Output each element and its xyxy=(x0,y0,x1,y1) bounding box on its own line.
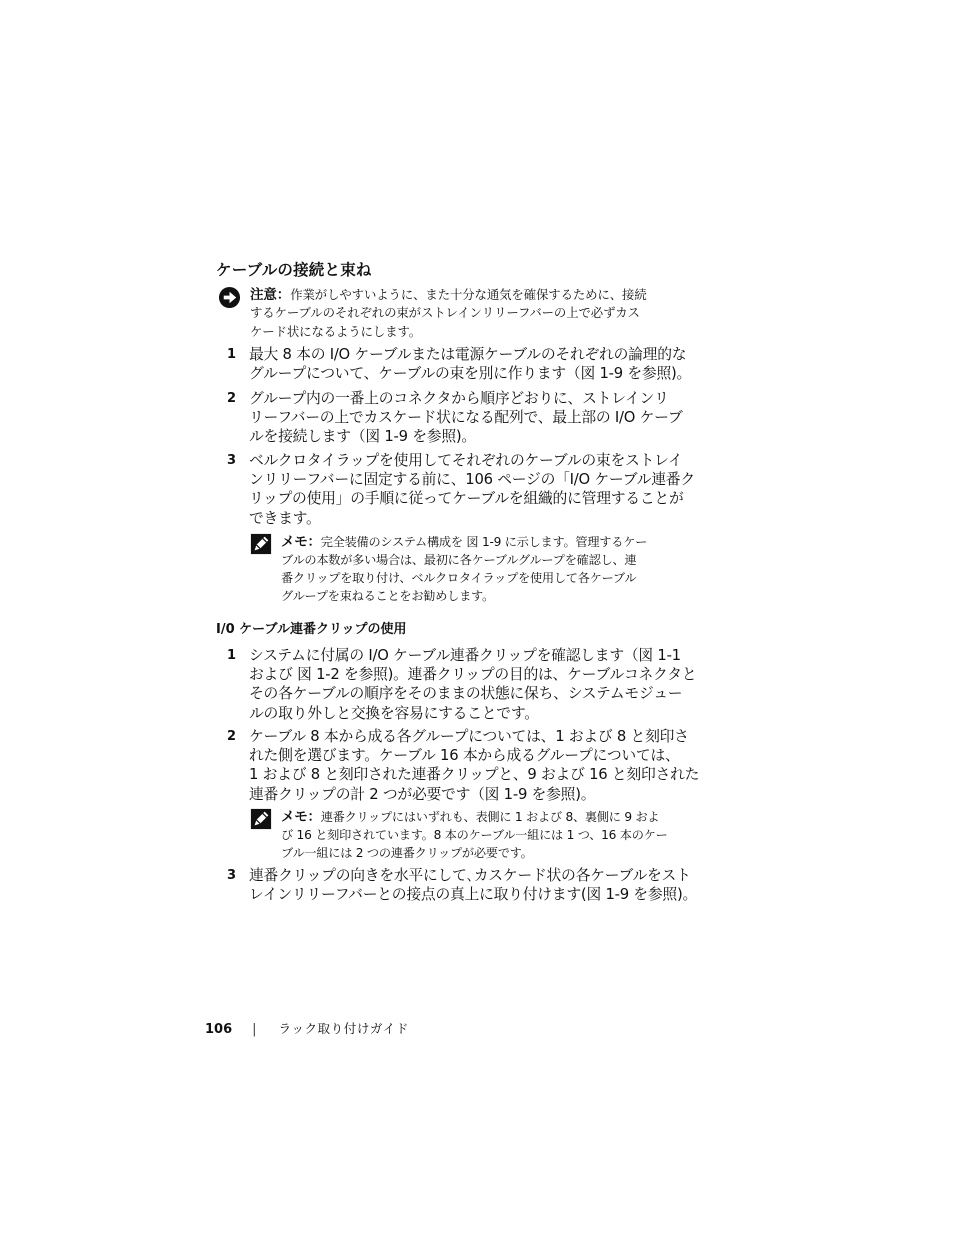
memo-text: グループを束ねることをお勧めします。 xyxy=(281,589,494,603)
memo-text: 番クリップを取り付け、ベルクロタイラップを使用して各ケーブル xyxy=(281,571,637,585)
step-text: 連番クリップの計 2 つが必要です（図 1-9 を参照)。 xyxy=(249,785,596,803)
subsection-title: I/0 ケーブル連番クリップの使用 xyxy=(216,622,407,637)
step-text: グループについて、ケーブルの束を別に作ります（図 1-9 を参照)。 xyxy=(249,365,692,383)
footer-separator: | xyxy=(252,1022,257,1037)
step-text: 最大 8 本の I/O ケーブルまたは電源ケーブルのそれぞれの論理的な xyxy=(249,346,687,363)
note-pencil-icon xyxy=(250,808,272,830)
step-text: および 図 1-2 を参照)。連番クリップの目的は、ケーブルコネクタと xyxy=(249,666,697,684)
step-text: レインリリーフバーとの接点の真上に取り付けます(図 1-9 を参照)。 xyxy=(249,886,698,904)
page-footer xyxy=(205,1019,409,1040)
memo-text: 完全装備のシステム構成を 図 1-9 に示します。管理するケー xyxy=(320,535,648,549)
caution-text: 作業がしやすいように、また十分な通気を確保するために、接続 xyxy=(290,287,647,302)
memo-label: メモ： xyxy=(281,534,321,550)
step-text: グループ内の一番上のコネクタから順序どおりに、ストレインリ xyxy=(249,390,669,407)
step-number: 2 xyxy=(227,729,237,744)
caution-circle-arrow-icon xyxy=(218,286,241,309)
step-number: 2 xyxy=(227,391,237,406)
step-text: リップの使用」の手順に従ってケーブルを組織的に管理することが xyxy=(249,490,684,508)
memo-text: ブル一組には 2 つの連番クリップが必要です。 xyxy=(281,846,533,860)
section-title: ケーブルの接続と束ね xyxy=(216,261,372,279)
memo-label: メモ： xyxy=(281,809,321,825)
step-number: 1 xyxy=(227,648,237,663)
step-text: ンリリーフバーに固定する前に、106 ページの「I/O ケーブル連番ク xyxy=(249,471,695,489)
memo-text: び 16 と刻印されています。8 本のケーブル一組には 1 つ、16 本のケー xyxy=(281,828,668,842)
step-text: リーフバーの上でカスケード状になる配列で、最上部の I/O ケーブ xyxy=(249,409,683,427)
caution-label: 注意： xyxy=(250,287,291,303)
memo-text: ブルの本数が多い場合は、最初に各ケーブルグループを確認し、連 xyxy=(281,553,637,567)
step-number: 3 xyxy=(227,868,237,883)
step-number: 3 xyxy=(227,453,237,468)
step-text: ルの取り外しと交換を容易にすることです。 xyxy=(249,704,539,722)
step-text: れた側を選びます。ケーブル 16 本から成るグループについては、 xyxy=(249,747,680,765)
step-text: できます。 xyxy=(249,509,321,527)
step-number: 1 xyxy=(227,347,237,362)
step-text: 連番クリップの向きを水平にして､カスケード状の各ケーブルをスト xyxy=(249,867,691,884)
page-number: 106 xyxy=(205,1022,233,1037)
caution-text: するケーブルのそれぞれの束がストレインリリーフバーの上で必ずカス xyxy=(250,305,640,321)
step-text: ケーブル 8 本から成る各グループについては、1 および 8 と刻印さ xyxy=(249,728,689,745)
step-text: 1 および 8 と刻印された連番クリップと、9 および 16 と刻印された xyxy=(249,766,700,784)
step-text: システムに付属の I/O ケーブル連番クリップを確認します（図 1-1 xyxy=(249,647,681,664)
step-text: その各ケーブルの順序をそのままの状態に保ち、システムモジュー xyxy=(249,685,683,703)
memo-text: 連番クリップにはいずれも、表側に 1 および 8、裏側に 9 およ xyxy=(320,810,660,824)
step-text: ベルクロタイラップを使用してそれぞれのケーブルの束をストレイ xyxy=(249,452,683,469)
step-text: ルを接続します（図 1-9 を参照)。 xyxy=(249,428,476,446)
footer-doc-title: ラック取り付けガイド xyxy=(278,1021,409,1036)
caution-text: ケード状になるようにします。 xyxy=(250,323,422,339)
note-pencil-icon xyxy=(250,533,272,555)
